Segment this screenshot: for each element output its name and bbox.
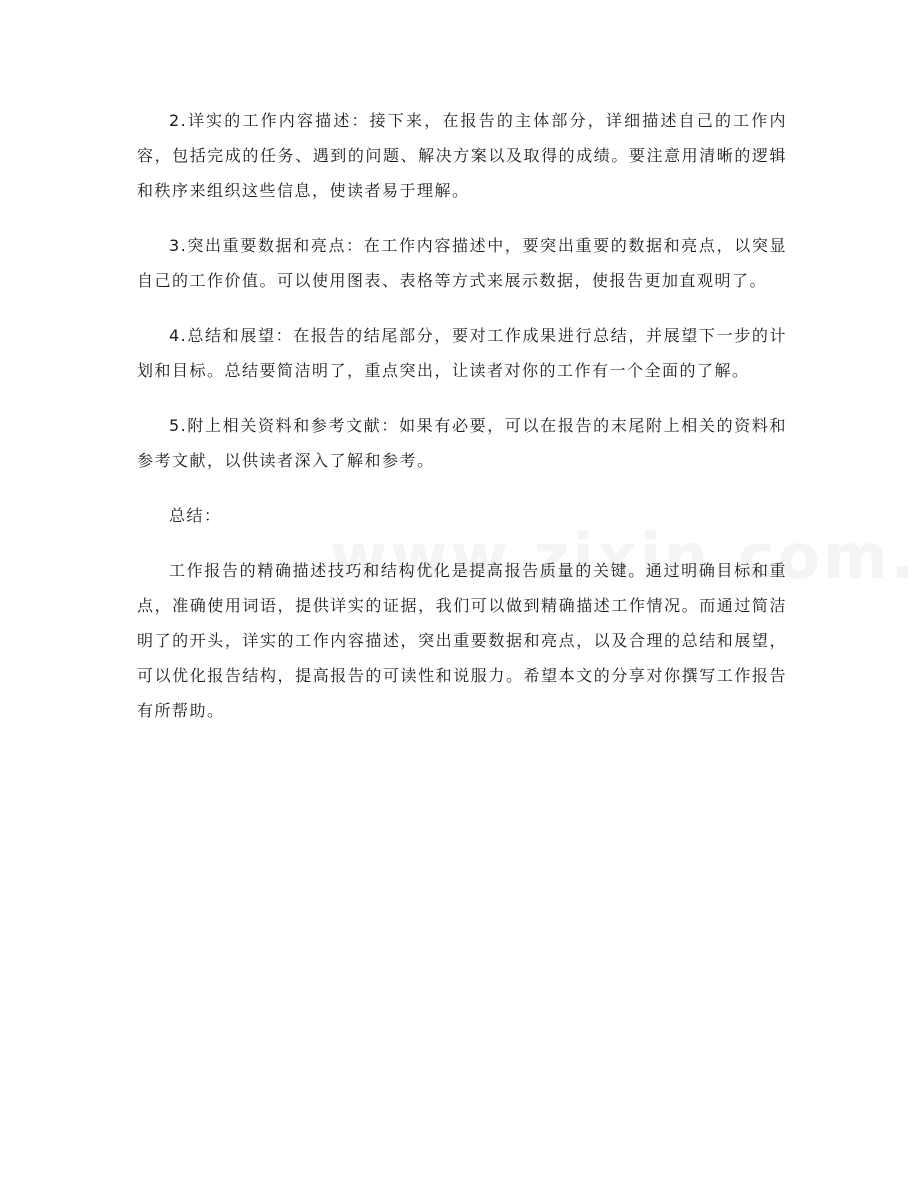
paragraph-item-2: 2.详实的工作内容描述：接下来，在报告的主体部分，详细描述自己的工作内容，包括完成的任务、遇到的问题、解决方案以及取得的成绩。要注意用清晰的逻辑和秩序来组织这些信息，使读者易于理解。 — [137, 111, 787, 200]
summary-paragraph: 工作报告的精确描述技巧和结构优化是提高报告质量的关键。通过明确目标和重点，准确使用词语，提供详实的证据，我们可以做到精确描述工作情况。而通过简洁明了的开头，详实的工作内容描述，突出重要数据和亮点，以及合理的总结和展望，可以优化报告结构，提高报告的可读性和说服力。希望本文的分享对你撰写工作报告有所帮助。 — [137, 561, 787, 720]
summary-heading: 总结： — [169, 506, 222, 525]
paragraph-item-4: 4.总结和展望：在报告的结尾部分，要对工作成果进行总结，并展望下一步的计划和目标。总结要简洁明了，重点突出，让读者对你的工作有一个全面的了解。 — [137, 326, 787, 380]
document-body — [137, 103, 787, 728]
paragraph-item-5: 5.附上相关资料和参考文献：如果有必要，可以在报告的末尾附上相关的资料和参考文献，以供读者深入了解和参考。 — [137, 416, 787, 470]
paragraph-item-3: 3.突出重要数据和亮点：在工作内容描述中，要突出重要的数据和亮点，以突显自己的工作价值。可以使用图表、表格等方式来展示数据，使报告更加直观明了。 — [137, 236, 787, 290]
